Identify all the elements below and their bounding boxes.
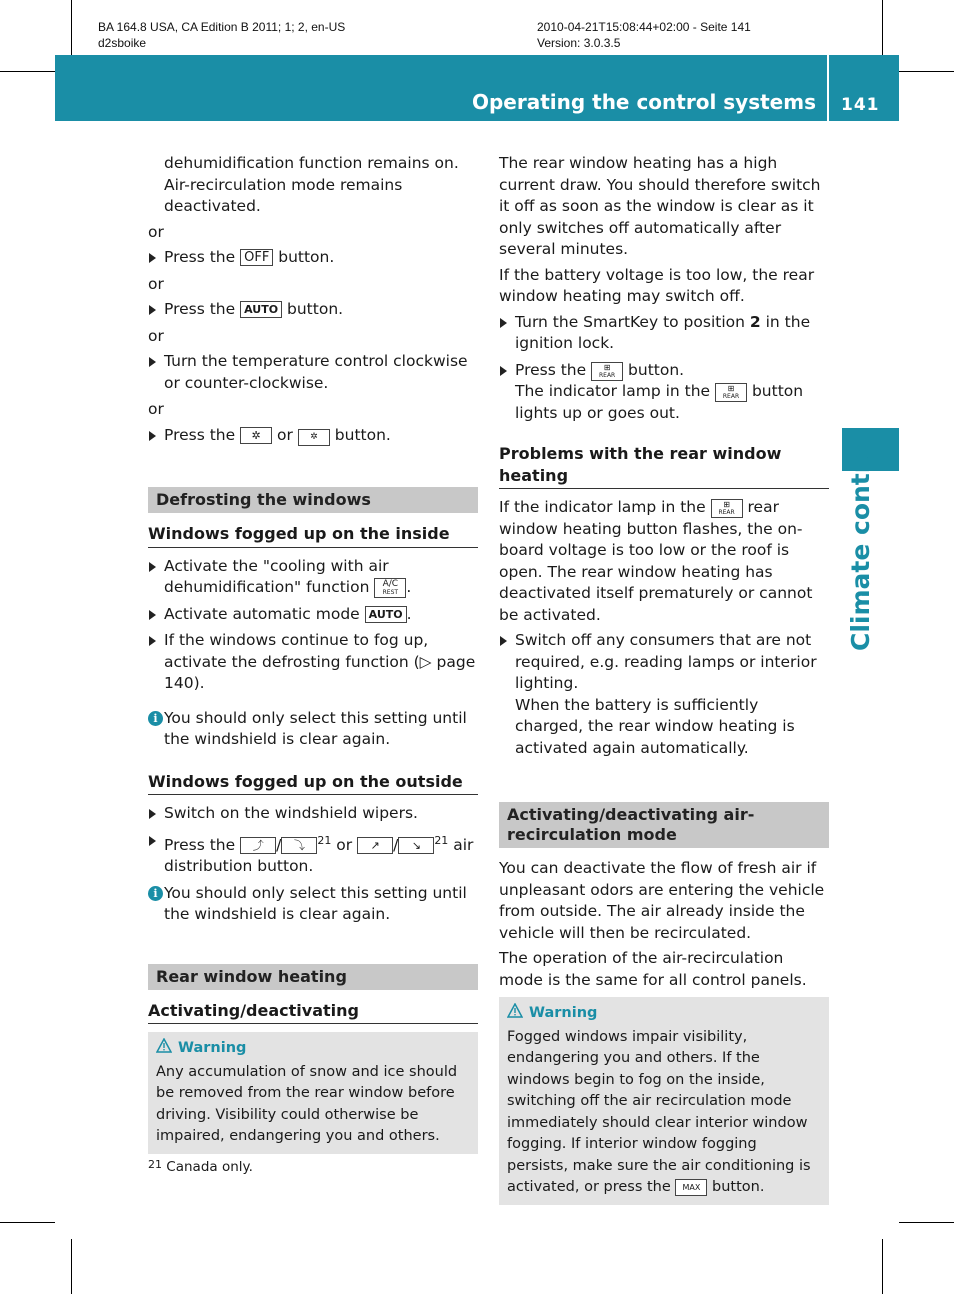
rest-label: REST: [382, 589, 399, 596]
ac-button-icon: [374, 578, 406, 598]
paragraph: If the battery voltage is too low, the rear window heating may switch off.: [499, 265, 815, 305]
subsection-heading: Activating/deactivating: [148, 1000, 478, 1025]
crop-mark: [899, 1222, 954, 1223]
left-column: [148, 153, 478, 1154]
paragraph: You can deactivate the flow of fresh air if unpleasant odors are entering the vehicle from outside. The air already inside the vehicle will then be recirculated.: [499, 859, 825, 942]
list-item-text: button.: [278, 248, 335, 266]
fan-up-icon: ✲: [240, 427, 272, 444]
off-button-icon: OFF: [240, 249, 273, 266]
or-text: or: [148, 274, 164, 293]
rear-label: REAR: [722, 393, 740, 400]
info-icon: i: [148, 886, 163, 901]
position-number: 2: [749, 312, 761, 331]
info-icon: i: [148, 711, 163, 726]
banner-divider: [827, 55, 829, 121]
bullet-arrow-icon: [149, 431, 156, 441]
crop-mark: [899, 71, 954, 72]
warning-text-part: button.: [712, 1179, 765, 1195]
footnote: [148, 1158, 253, 1175]
fan-down-icon: ✲: [298, 429, 330, 446]
list-item-text: Turn the temperature control clockwise or counter-clockwise.: [164, 352, 468, 392]
list-item-text: Press the: [164, 248, 236, 266]
bullet-arrow-icon: [149, 562, 156, 572]
crop-mark: [882, 0, 883, 55]
bullet-arrow-icon: [149, 610, 156, 620]
list-item-text: Switch on the windshield wipers.: [164, 804, 418, 822]
list-item-text: button.: [334, 425, 391, 444]
rear-label: REAR: [598, 371, 616, 379]
list-item: [148, 425, 478, 447]
info-note: [148, 883, 478, 926]
bullet-arrow-icon: [149, 809, 156, 819]
list-item: [148, 803, 478, 825]
paragraph: The operation of the air-recirculation mode is the same for all control panels.: [499, 949, 807, 989]
or-text: or: [148, 222, 164, 241]
warning-text: Any accumulation of snow and ice should be removed from the rear window before driving. Visibility could otherwise be impaired, endangering you and others.: [156, 1063, 458, 1144]
bullet-arrow-icon: [149, 357, 156, 367]
rear-label: REAR: [718, 509, 735, 516]
air-center-windshield-icon: ↗: [357, 837, 393, 854]
auto-button-icon: AUTO: [365, 606, 407, 623]
paragraph-text: rear window heating button flashes, the on-board voltage is too low or the roof is open. The rear window heating has deactivated itself prematurely or cannot be activated.: [499, 498, 813, 624]
list-item: [499, 630, 829, 759]
list-item: [148, 351, 478, 394]
meta-right-line-2: Version: 3.0.3.5: [537, 36, 621, 50]
section-heading: Rear window heating: [148, 964, 478, 990]
air-windshield-footwell-icon: ⤵: [281, 837, 317, 854]
subsection-heading: Windows fogged up on the inside: [148, 523, 478, 548]
crop-mark: [71, 1239, 72, 1294]
ac-label: A/C: [382, 579, 399, 589]
warning-box: [499, 997, 829, 1205]
bullet-arrow-icon: [500, 318, 507, 328]
section-heading: Activating/deactivating air-recirculation mode: [499, 802, 829, 848]
bullet-arrow-icon: [149, 636, 156, 646]
warning-title: [507, 1003, 821, 1025]
meta-left-line-1: BA 164.8 USA, CA Edition B 2011; 1; 2, en-US: [98, 20, 346, 34]
list-item: [148, 630, 478, 695]
auto-button-icon: AUTO: [240, 301, 282, 318]
print-meta-left: [98, 19, 345, 51]
crop-mark: [882, 1239, 883, 1294]
paragraph: [499, 497, 829, 626]
crop-mark: [0, 71, 55, 72]
footnote-text: Canada only.: [166, 1159, 253, 1175]
section-title: Operating the control systems: [471, 90, 816, 114]
warning-text-part: Fogged windows impair visibility, endangering you and others. If the windows begin to fog on the inside, switching off the air recirculation mode immediately should clear interior window fogging. If interior window fogging persists, make sure the air conditioning is activated, or press the: [507, 1028, 811, 1195]
list-item: Press the ⤴ / ⤵ $^{21}$ or ↗ / ↘ $^{21}$ air distribution button.: [148, 830, 478, 878]
air-center-footwell-icon: ↘: [398, 837, 434, 854]
list-item-text: Switch off any consumers that are not required, e.g. reading lamps or interior lighting.: [515, 631, 817, 692]
list-item-text: or: [336, 835, 353, 854]
continued-text: dehumidification function remains on. Air-recirculation mode remains deactivated.: [164, 154, 459, 215]
list-item: Activate the "cooling with air dehumidification" function A/C REST .: [148, 556, 478, 599]
list-item-text: Press the: [164, 425, 236, 444]
or-text: or: [148, 400, 164, 418]
warning-title-text: Warning: [529, 1005, 598, 1021]
or-text: or: [148, 326, 164, 345]
heating-lines: ⊞: [603, 362, 611, 372]
crop-mark: [0, 1222, 55, 1223]
list-item-text: air distribution button.: [164, 835, 474, 875]
info-note: [148, 708, 478, 751]
list-item-text: Activate the "cooling with air dehumidification" function: [164, 556, 389, 596]
warning-box: [148, 1032, 478, 1154]
list-item: [499, 360, 829, 425]
list-item-text: Turn the SmartKey to position: [515, 312, 745, 331]
rear-window-heating-icon: [591, 362, 623, 381]
rear-window-heating-icon: [711, 499, 743, 518]
meta-right-line-1: 2010-04-21T15:08:44+02:00 - Seite 141: [537, 20, 751, 34]
defrost-max-icon: [675, 1179, 707, 1196]
bullet-arrow-icon: [500, 636, 507, 646]
paragraph-text: If the indicator lamp in the: [499, 498, 706, 516]
bullet-arrow-icon: [149, 305, 156, 315]
warning-triangle-icon: [156, 1038, 172, 1054]
bullet-arrow-icon: [149, 253, 156, 263]
warning-triangle-icon: [507, 1003, 523, 1019]
air-windshield-icon: ⤴: [240, 837, 276, 854]
info-text: You should only select this setting until the windshield is clear again.: [164, 883, 467, 923]
list-item: [148, 247, 478, 269]
footnote-ref: 21: [317, 833, 332, 847]
bullet-arrow-icon: [149, 836, 156, 846]
warning-text: [507, 1027, 821, 1199]
page-number: 141: [841, 95, 880, 115]
subsection-heading: Windows fogged up on the outside: [148, 771, 478, 796]
list-item-text: in the ignition lock.: [515, 312, 811, 352]
side-tab-label: Climate control: [846, 435, 875, 651]
warning-title: [156, 1038, 470, 1060]
list-item-text: Press the: [164, 300, 236, 318]
bullet-arrow-icon: [500, 366, 507, 376]
list-item: [148, 299, 478, 321]
right-column: [499, 153, 829, 1205]
max-label: MAX: [682, 1183, 701, 1192]
warning-title-text: Warning: [178, 1040, 247, 1056]
crop-mark: [71, 0, 72, 55]
meta-left-line-2: d2sboike: [98, 36, 147, 50]
list-item-text: button.: [628, 360, 685, 379]
list-item-text: or: [277, 425, 293, 444]
subsection-heading: Problems with the rear window heating: [499, 443, 829, 489]
list-item: [499, 312, 829, 355]
heating-lines: ⊞: [727, 384, 735, 393]
heating-lines: ⊞: [723, 500, 730, 509]
section-heading: Defrosting the windows: [148, 487, 478, 513]
list-item-text: When the battery is sufficiently charged, the rear window heating is activated again automatically.: [515, 695, 795, 757]
info-text: You should only select this setting until the windshield is clear again.: [164, 708, 467, 748]
list-item: Activate automatic mode AUTO .: [148, 604, 478, 626]
list-item-text: Press the: [164, 835, 236, 854]
list-item-text: If the windows continue to fog up, activate the defrosting function (▷ page 140).: [164, 631, 476, 692]
list-item-text: Activate automatic mode: [164, 604, 360, 623]
paragraph: The rear window heating has a high current draw. You should therefore switch it off as soon as the window is clear as it only switches off automatically after several minutes.: [499, 154, 821, 258]
footnote-number: 21: [148, 1158, 162, 1171]
print-meta-right: [537, 19, 751, 51]
rear-window-heating-icon: [715, 383, 747, 402]
list-item-text: Press the: [515, 360, 587, 379]
list-item-text: button.: [287, 300, 344, 318]
list-item-text: button lights up or goes out.: [515, 382, 804, 422]
footnote-ref: 21: [434, 833, 449, 847]
list-item-text: The indicator lamp in the: [515, 382, 711, 400]
